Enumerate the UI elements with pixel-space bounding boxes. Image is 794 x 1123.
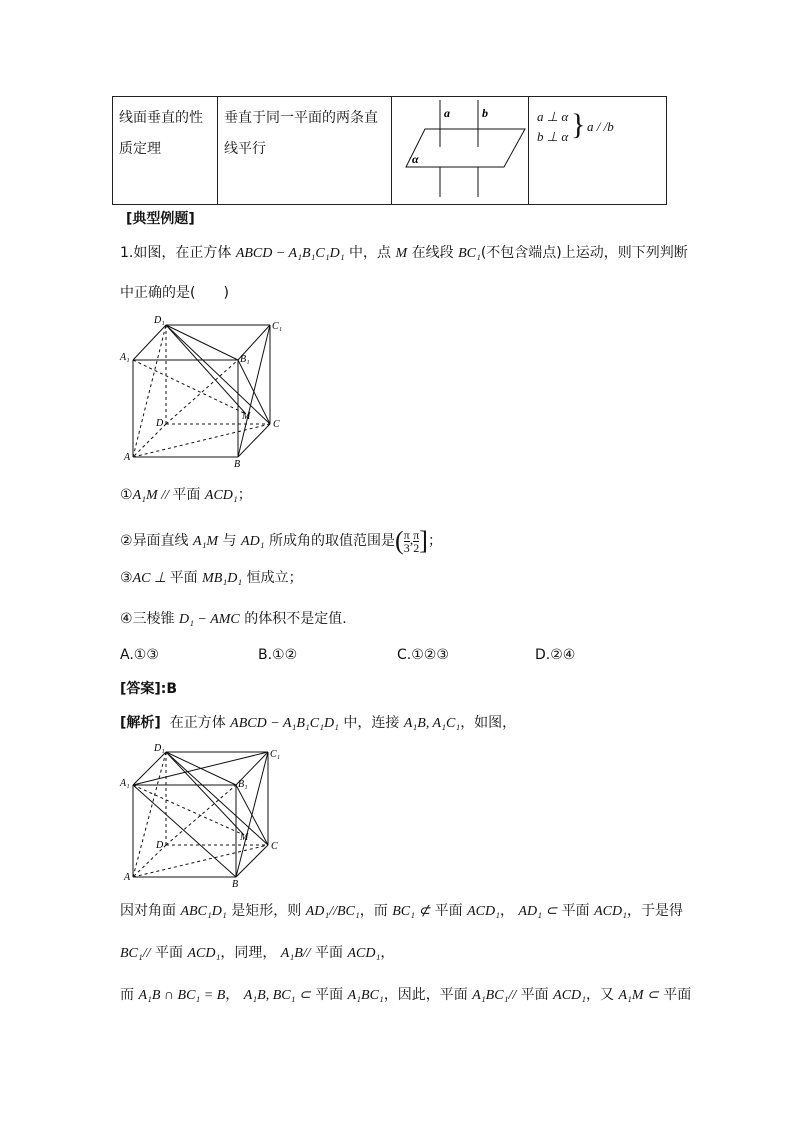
symbolic-result: a / /b	[587, 119, 614, 134]
analysis-line2: 因对角面 ABC₁D₁ 是矩形，则 AD₁//BC₁，而 BC₁ ⊄ 平面 ACD₁， AD₁ ⊂ 平面 ACD₁，于是得	[120, 903, 683, 919]
cube-figure-1	[118, 312, 288, 470]
statement-3: ③AC ⊥ 平面 MB₁D₁ 恒成立；	[120, 570, 303, 586]
label-D: D	[156, 418, 164, 429]
symbolic-line1: a ⊥ α	[537, 109, 569, 124]
analysis-line1: [解析] 在正方体 ABCD − A₁B₁C₁D₁ 中，连接 A₁B, A₁C₁，如图，	[120, 715, 517, 731]
answer-label: [答案]:	[120, 681, 167, 697]
analysis-line4: 而 A₁B ∩ BC₁ = B， A₁B, BC₁ ⊂ 平面 A₁BC₁，因此，平面 A₁BC₁// 平面 ACD₁，又 A₁M ⊂ 平面	[120, 987, 692, 1003]
label2-D: D	[156, 840, 164, 851]
question-number: 1.	[120, 245, 134, 261]
label-B1: B₁	[240, 354, 250, 365]
label-A1: A₁	[120, 352, 130, 363]
label-b: b	[482, 106, 488, 120]
option-d: D.②④	[535, 647, 576, 663]
statement-1: ①A₁M // 平面 ACD₁；	[120, 487, 252, 503]
theorem-statement-cell	[218, 97, 392, 205]
label2-A1: A₁	[120, 778, 130, 789]
label2-D1: D₁	[154, 743, 165, 754]
label-D1: D₁	[154, 315, 165, 326]
question-line2: 中正确的是( )	[120, 285, 229, 301]
brace-symbol: }	[571, 108, 586, 141]
label-alpha: α	[412, 152, 419, 166]
cube-figure-2	[118, 742, 288, 890]
theorem-symbolic-cell	[529, 97, 667, 205]
theorem-statement: 垂直于同一平面的两条直线平行	[224, 110, 378, 157]
label-a: a	[444, 106, 450, 120]
theorem-name: 线面垂直的性质定理	[119, 110, 203, 157]
label-B: B	[234, 459, 241, 470]
label-C1: C₁	[272, 321, 283, 332]
parallel-lines-figure	[392, 97, 528, 200]
option-a: A.①③	[120, 647, 159, 663]
angle-interval: ( $\frac{\pi}{3}$ , $\frac{\pi}{2}$ ]	[395, 526, 428, 555]
label2-C1: C₁	[270, 749, 281, 760]
label-C: C	[273, 419, 280, 430]
analysis-line3: BC₁// 平面 ACD₁，同理， A₁B// 平面 ACD₁，	[120, 945, 395, 961]
theorem-figure-cell	[392, 97, 529, 205]
label2-M: M	[240, 832, 249, 843]
label-M: M	[242, 411, 251, 422]
label2-B1: B₁	[238, 779, 248, 790]
theorem-name-cell	[113, 97, 218, 205]
section-heading: [典型例题]	[126, 211, 195, 227]
label2-B: B	[232, 879, 239, 890]
option-b: B.①②	[258, 647, 298, 663]
answer-value: B	[166, 681, 178, 697]
analysis-label: [解析]	[120, 715, 161, 731]
label-A: A	[124, 452, 131, 463]
answer-line	[120, 678, 177, 698]
statement-4: ④三棱锥 D₁ − AMC 的体积不是定值.	[120, 611, 347, 627]
statement-2: ②异面直线 A₁M 与 AD₁ 所成角的取值范围是( $\frac{\pi}{3}$ , $\frac{\pi}{2}$ ]；	[120, 526, 442, 555]
symbolic-line2: b ⊥ α	[537, 129, 569, 144]
label2-A: A	[124, 872, 131, 883]
option-c: C.①②③	[397, 647, 449, 663]
label2-C: C	[271, 841, 278, 852]
theorem-table	[112, 96, 667, 205]
question-line1: 1.如图，在正方体 ABCD − A₁B₁C₁D₁ 中，点 M 在线段 BC₁(不包含端点)上运动，则下列判断	[120, 245, 688, 261]
